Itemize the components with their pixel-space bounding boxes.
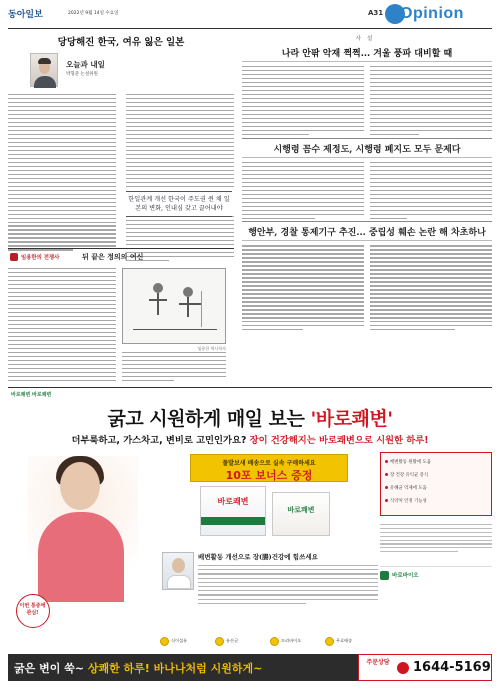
feature-icons xyxy=(160,634,378,650)
doctor-photo xyxy=(162,552,194,590)
pull-quote: 한일관계 개선 한국이 주도권 쥔 채 일본의 변화, 인내심 갖고 끌어내야 xyxy=(126,191,232,217)
order-label: 주문상담 xyxy=(366,659,390,666)
section-title: Opinion xyxy=(400,5,464,22)
series-name: 임용한의 전쟁사 xyxy=(21,255,60,261)
ad-headline: 굵고 시원하게 매일 보는 '바로쾌변' xyxy=(107,408,393,430)
editorial-2-headline: 시행령 꼼수 제정도, 시행령 폐지도 모두 문제다 xyxy=(242,138,492,158)
delivery-icon xyxy=(325,637,334,646)
ad-product-area xyxy=(160,452,378,632)
company-block xyxy=(380,566,492,584)
column-author: 박형준 논설위원 xyxy=(66,72,98,77)
editorial-3-headline: 행안부, 경찰 통제기구 추진... 중립성 훼손 논란 해 차초하나 xyxy=(242,221,492,241)
phone-number[interactable]: 1644-5169 xyxy=(413,660,491,675)
author-photo xyxy=(30,53,58,87)
probiotic-icon xyxy=(215,637,224,646)
endorsement-text xyxy=(198,565,378,604)
advertisement[interactable] xyxy=(8,387,492,682)
consult-text xyxy=(380,524,492,555)
benefit-item: 장 건강 유익균 증식 xyxy=(385,472,428,478)
ad-brand-small: 바로쾌변 바로쾌변 xyxy=(11,392,52,398)
product-box-image-2: 바로쾌변 xyxy=(272,492,330,536)
benefit-item: 배변활동 원활에 도움 xyxy=(385,459,431,465)
phone-icon xyxy=(397,662,409,674)
series-headline: 뒤 끝은 정의의 여신 xyxy=(82,252,144,261)
editorials xyxy=(242,34,492,333)
series-body-left xyxy=(8,268,116,384)
ad-model-photo xyxy=(8,452,158,632)
feature-item: 유산균 xyxy=(215,634,258,650)
company-logo-icon xyxy=(380,571,389,580)
benefit-card xyxy=(380,452,492,516)
product-box-image: 바로쾌변 xyxy=(200,486,266,536)
editorial-2-body xyxy=(242,162,492,222)
series-badge-icon xyxy=(10,253,18,261)
feature-item: 식이섬유 xyxy=(160,634,203,650)
ad-product-name: '바로쾌변' xyxy=(310,408,393,430)
promo-banner[interactable]: 풀발보새 배송으로 실속 구매하세요 10포 보너스 증정 xyxy=(190,454,348,482)
illustration-image xyxy=(122,268,226,344)
masthead xyxy=(8,6,492,24)
ad-bottom-bar xyxy=(8,654,492,681)
series-body-right xyxy=(122,352,226,384)
column-article xyxy=(8,34,234,212)
benefit-item: 유해균 억제에 도움 xyxy=(385,485,427,491)
article-body-left xyxy=(8,94,116,253)
feature-item: 프리바이오 xyxy=(270,634,313,650)
paper-name: 동아일보 xyxy=(8,10,43,20)
ad-stamp: 이번 통증에 관심! xyxy=(16,594,50,628)
illustration-credit: 임용한 역사학자 xyxy=(197,346,226,351)
ad-subheadline: 더부룩하고, 가스차고, 변비로 고민인가요? 장이 건강해지는 바로쾌변으로 시원한 하루! xyxy=(71,435,429,446)
endorsement xyxy=(160,552,378,607)
column-series: 오늘과 내일 xyxy=(66,60,105,69)
ad-top-strip xyxy=(8,390,492,400)
prebiotic-icon xyxy=(270,637,279,646)
article-body-right xyxy=(126,94,234,190)
editorial-tag: 사설 xyxy=(355,36,379,42)
editorial-3-body xyxy=(242,245,492,333)
fiber-icon xyxy=(160,637,169,646)
company-name: 바로바이오 xyxy=(392,573,419,579)
endorsement-title: 배변활동 개선으로 장(腸)건강에 힘쓰세요 xyxy=(198,553,318,561)
feature-item: 무료배송 xyxy=(325,634,368,650)
editorial-1-headline: 나라 안팎 악재 쩍쩍... 겨울 풍파 대비할 때 xyxy=(242,44,492,62)
ad-benefits xyxy=(380,452,492,632)
editorial-1-body xyxy=(242,66,492,138)
article-headline: 당당해진 한국, 여유 잃은 일본 xyxy=(57,37,185,48)
page-number: A31 xyxy=(368,9,384,17)
benefit-item: 식약처 인정 기능성 xyxy=(385,498,427,504)
masthead-divider xyxy=(8,28,492,29)
series-header xyxy=(8,248,234,262)
ad-tagline: 굵은 변이 쑥~ 상쾌한 하루! 바나나처럼 시원하게~ xyxy=(14,662,263,675)
byline xyxy=(8,50,234,90)
issue-date: 2022년 9월 14일 수요일 xyxy=(68,11,119,16)
order-phone-box[interactable] xyxy=(358,654,492,681)
